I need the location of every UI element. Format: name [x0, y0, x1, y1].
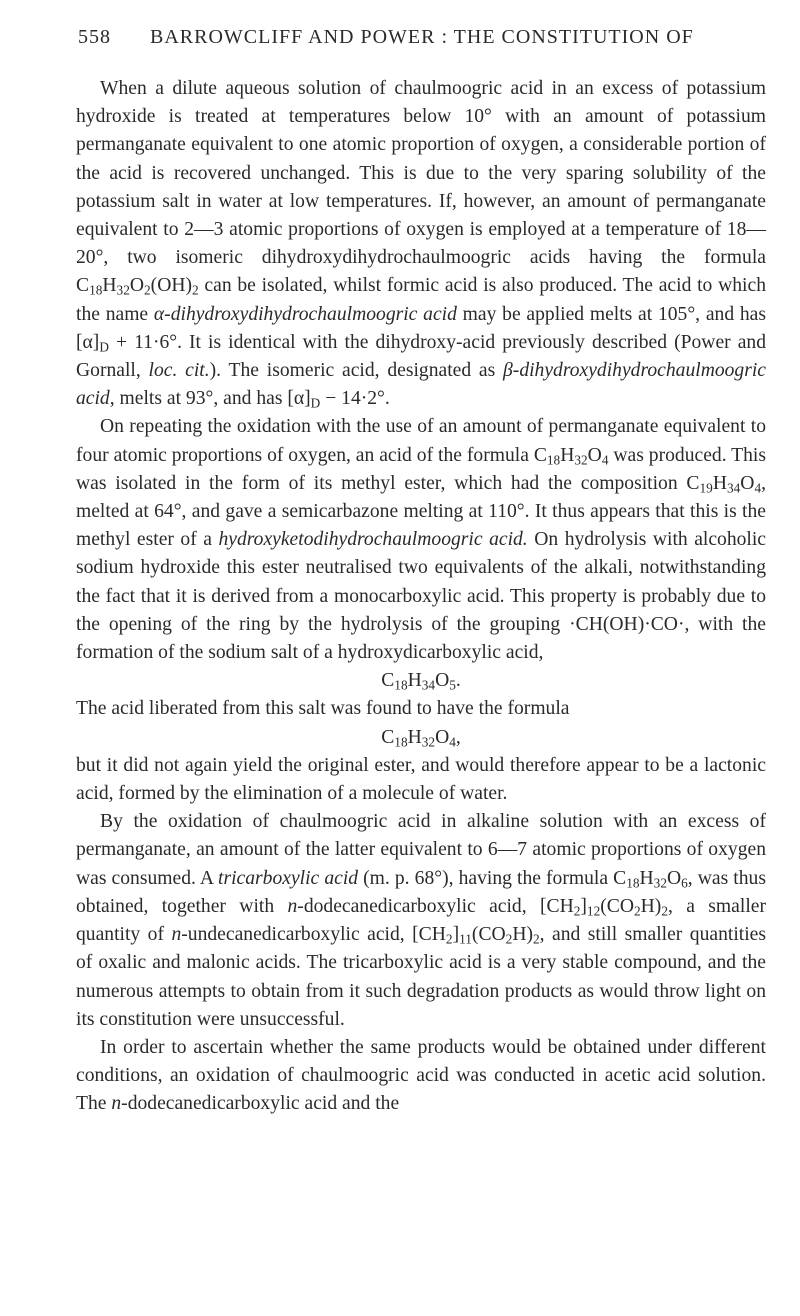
running-header	[78, 26, 760, 54]
paragraph-1: When a dilute aqueous solution of chaulmoogric acid in an excess of potassium hydroxide is treated at temperatures below 10° with an amount of potassium permanganate equivalent to one atomic proportion of oxygen, a considerable portion of the acid is recovered unchanged. This is due to the very sparing solubility of the potassium salt in water at low temperatures. If, however, an amount of permanganate equivalent to 2—3 atomic proportions of oxygen is employed at a temperature of 18—20°, two isomeric dihydroxydihydrochaulmoogric acids having the formula $C_{18}H_{32}O_2(OH)_2$ can be isolated, whilst formic acid is also produced. The acid to which the name α-dihydroxydihydrochaulmoogric acid may be applied melts at 105°, and has $[\alpha]_D + 11\cdot 6^\circ$. It is identical with the dihydroxy-acid previously described (Power and Gornall, loc. cit.). The isomeric acid, designated as β-dihydroxydihydrochaulmoogric acid, melts at 93°, and has $[\alpha]_D - 14\cdot 2^\circ$.	[76, 78, 766, 411]
paragraph-6: In order to ascertain whether the same products would be obtained under different conditions, an oxidation of chaulmoogric acid was conducted in acetic acid solution. The n-dodecanedicarboxylic acid and the	[76, 1036, 766, 1115]
paragraph-2: On repeating the oxidation with the use of an amount of permanganate equivalent to four atomic proportions of oxygen, an acid of the formula $C_{18}H_{32}O_4$ was produced. This was isolated in the form of its methyl ester, which had the composition $C_{19}H_{34}O_4$, melted at 64°, and gave a semicarbazone melting at 110°. It thus appears that this is the methyl ester of a hydroxyketodihydrochaulmoogric acid. On hydrolysis with alcoholic sodium hydroxide this ester neutralised two equivalents of the alkali, notwithstanding the fact that it is derived from a monocarboxylic acid. This property is probably due to the opening of the ring by the hydrolysis of the grouping ·CH(OH)·CO·, with the formation of the sodium salt of a hydroxydicarboxylic acid,	[76, 416, 767, 664]
formula-1: $C_{18}H_{34}O_5$.	[381, 670, 461, 693]
running-title: BARROWCLIFF AND POWER : THE CONSTITUTION OF	[150, 26, 694, 48]
paragraph-4: but it did not again yield the original ester, and would therefore appear to be a lactonic acid, formed by the elimination of a molecule of water.	[76, 754, 766, 805]
paragraph-5: By the oxidation of chaulmoogric acid in alkaline solution with an excess of permanganate, an amount of the latter equivalent to 6—7 atomic proportions of oxygen was consumed. A tricarboxylic acid (m. p. 68°), having the formula $C_{18}H_{32}O_6$, was thus obtained, together with n-dodecanedicarboxylic acid, $[CH_2]_{12}(CO_2H)_2$, a smaller quantity of n-undecanedicarboxylic acid, $[CH_2]_{11}(CO_2H)_2$, and still smaller quantities of oxalic and malonic acids. The tricarboxylic acid is a very stable compound, and the numerous attempts to obtain from it such degradation products as would throw light on its constitution were unsuccessful.	[76, 811, 766, 1030]
page-number: 558	[78, 26, 111, 48]
paragraph-3: The acid liberated from this salt was found to have the formula	[76, 698, 570, 720]
body-text	[76, 75, 766, 1119]
formula-2: $C_{18}H_{32}O_4$,	[381, 726, 461, 750]
